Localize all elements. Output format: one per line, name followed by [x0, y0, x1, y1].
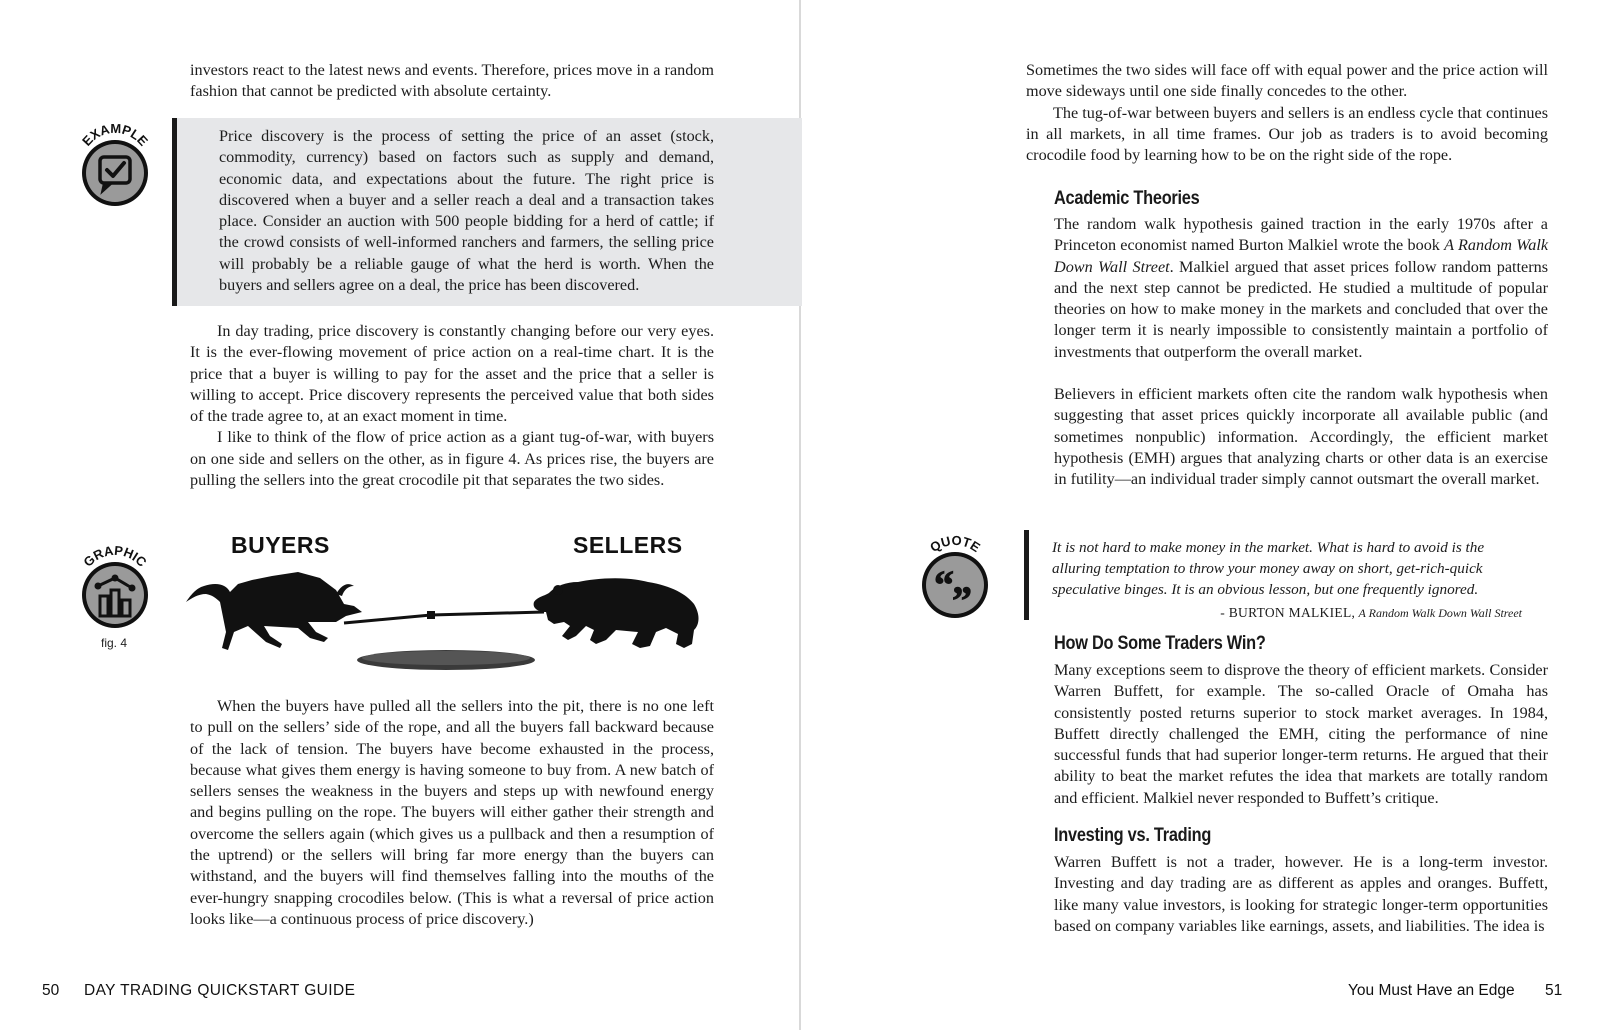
heading-investing-vs-trading: Investing vs. Trading: [1054, 825, 1212, 846]
paragraph-reversal: When the buyers have pulled all the sellers into the pit, there is no one left to pull on the sellers’ side of the rope, and all the buyers fall backward because of the lack of tension. The buyers have become exhausted in the process, because what gives them energy is having someone to buy from. A new batch of sellers senses the weakness in the buyers and steps up with newfound energy and begins pulling on the rope. The buyers will either gather their strength and overcome the sellers again (which gives us a pullback and then a resumption of the uptrend) or the sellers will bring far more energy than the buyers can withstand, and the buyers will find themselves falling into the mouths of the ever-hungry snapping crocodiles below. (This is what a reversal of price action looks like—a continuous process of price discovery.): [190, 697, 714, 928]
rope: [344, 612, 544, 623]
paragraph-tug-of-war: I like to think of the flow of price action as a giant tug-of-war, with buyers on one side and sellers on the other, as in figure 4. As prices rise, the buyers are pulling the sellers into the great crocodile pit that separates the two sides.: [190, 428, 714, 490]
quote-text: It is not hard to make money in the market. What is hard to avoid is the alluring temptation to throw your money away on short, get-rich-quick speculative binges. It is an obvious lesson, but one frequently ignored.: [1052, 539, 1485, 598]
example-icon: [74, 118, 156, 208]
quote-book: A Random Walk Down Wall Street: [1358, 606, 1522, 620]
tug-of-war-illustration: [186, 568, 716, 678]
quote-badge-label: QUOTE: [927, 532, 983, 556]
buyers-label: BUYERS: [231, 532, 330, 558]
example-badge-label: EXAMPLE: [79, 120, 151, 149]
svg-text:QUOTE: [927, 533, 983, 555]
right-page-number: 51: [1545, 982, 1563, 999]
book-title-reference: A Random Walk Down Wall Street: [1054, 236, 1549, 276]
left-intro-text: investors react to the latest news and events. Therefore, prices move in a random fashion that cannot be predicted with absolute certainty.: [190, 61, 714, 101]
quote-attribution: [1052, 605, 1522, 621]
left-running-title: DAY TRADING QUICKSTART GUIDE: [84, 982, 356, 999]
sellers-label: SELLERS: [573, 532, 683, 558]
svg-text:”: ”: [952, 578, 972, 620]
figure-caption: fig. 4: [101, 636, 128, 650]
graphic-icon: [74, 538, 156, 630]
paragraph-price-discovery: In day trading, price discovery is constantly changing before our very eyes. It is the ever-flowing movement of price action on a real-time chart. It is the price that a buyer is willing to pay for the asset and the price that a seller is willing to accept. Price discovery represents the perceived value that both sides of the trade agree to, at an exact moment in time.: [190, 322, 714, 426]
example-callout-text: Price discovery is the process of setting the price of an asset (stock, commodity, currency) based on factors such as supply and demand, economic data, and expectations about the future. The right price is discovered when a buyer and a seller reach a deal and a transaction takes place. Consider an auction with 500 people bidding for a herd of cattle; if the crowd consists of well-informed ranchers and farmers, the selling price will probably be a reliable gauge of what the herd is worth. When the buyers and sellers agree on a deal, the price has been discovered.: [219, 127, 714, 295]
heading-academic-theories: Academic Theories: [1054, 188, 1200, 209]
left-body-1: [190, 321, 714, 491]
bear-silhouette: [534, 578, 699, 648]
bull-silhouette: [186, 572, 362, 650]
paragraph-random-walk: The random walk hypothesis gained traction in the early 1970s after a Princeton economist named Burton Malkiel wrote the book A Random Walk Down Wall Street. Malkiel argued that asset prices follow random patterns and the next step cannot be predicted. He studied a multitude of popular theories on how to make money in the markets and concluded that over the longer term it is nearly impossible to consistently maintain a portfolio of investments that outperform the overall market.: [1054, 215, 1549, 361]
left-body-2: [190, 696, 714, 930]
right-body-3: [1054, 852, 1548, 937]
graphic-badge-label: GRAPHIC: [80, 542, 150, 570]
paragraph-sideways: Sometimes the two sides will face off with equal power and the price action will move sideways until one side finally concedes to the other.: [1026, 61, 1548, 101]
left-page-number: 50: [42, 982, 60, 999]
quote-author: - BURTON MALKIEL,: [1220, 605, 1356, 620]
heading-how-traders-win: How Do Some Traders Win?: [1054, 633, 1266, 654]
paragraph-endless-cycle: The tug-of-war between buyers and sellers is an endless cycle that continues in all markets, in all time frames. Our job as traders is to avoid becoming crocodile food by learning how to be on the right side of the rope.: [1026, 103, 1548, 165]
right-intro-text: [1026, 60, 1548, 166]
quote-icon: [914, 528, 996, 620]
right-body-1: [1054, 214, 1548, 491]
quote-bar: [1024, 530, 1029, 620]
paragraph-efficient-markets: Believers in efficient markets often cite the random walk hypothesis when suggesting that asset prices quickly incorporate all available public (and sometimes nonpublic) information. Accordingly, the efficient market hypothesis (EMH) argues that analyzing charts or other data is an exercise in futility—an individual trader simply cannot outsmart the overall market.: [1054, 385, 1548, 489]
paragraph-buffett: Many exceptions seem to disprove the theory of efficient markets. Consider Warren Buffett, for example. The so-called Oracle of Omaha has consistently posted returns superior to stock market averages. In 1984, Buffett directly challenged the EMH, citing the performance of nine successful funds that had superior longer-term returns. He argued that their ability to beat the market refutes the idea that markets are totally random and efficient. Malkiel never responded to Buffett’s critique.: [1054, 661, 1548, 807]
right-body-2: [1054, 660, 1548, 809]
right-running-title: You Must Have an Edge: [1348, 982, 1515, 999]
svg-text:“: “: [934, 562, 954, 607]
paragraph-investor: Warren Buffett is not a trader, however. He is a long-term investor. Investing and day trading are as different as apples and oranges. Buffett, like many value investors, is looking for strategic longer-term opportunities based on company variables like earnings, assets, and liabilities. The idea is: [1054, 853, 1548, 935]
